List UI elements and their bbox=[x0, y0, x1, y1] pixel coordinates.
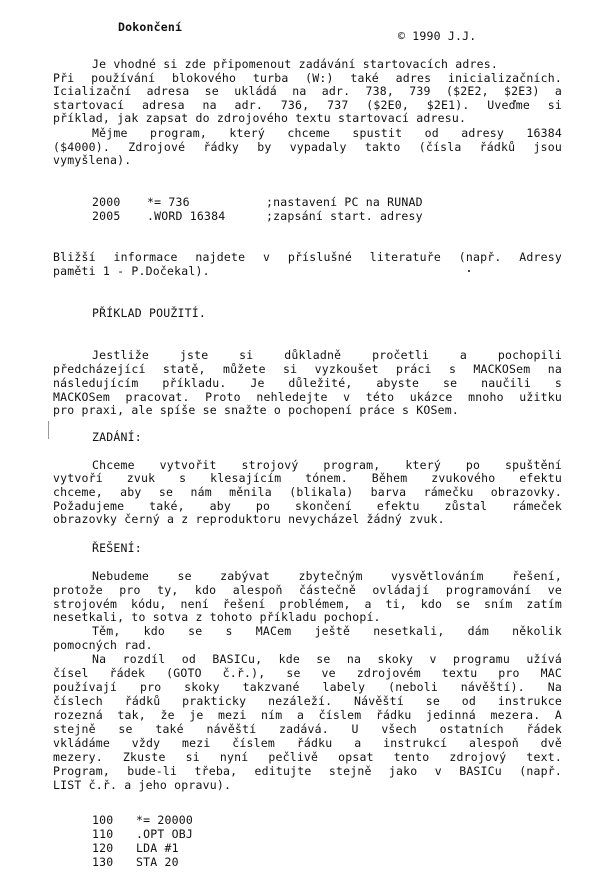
task-heading: ZADÁNÍ: bbox=[92, 430, 142, 444]
solution-line: vkládáme vždy mezi číslem řádku a instrukcí alespoň dvě bbox=[53, 736, 562, 750]
example-line: Jestliže jste si důkladně pročetli a pochopili bbox=[92, 348, 562, 362]
intro-line: Při používání blokového turba (W:) také adres inicializačních. bbox=[53, 71, 562, 85]
solution-line: strojovém kódu, není řešení problémem, a ti, kdo se sním zatím bbox=[53, 597, 562, 611]
solution-heading: ŘEŠENÍ: bbox=[92, 541, 142, 555]
task-line: Požadujeme také, aby po skončení efektu zůstal rámeček bbox=[53, 499, 562, 513]
solution-line: Program, bude-li třeba, editujte stejně jako v BASICu (např. bbox=[53, 764, 562, 778]
intro-line: ($4000). Zdrojové řádky by vypadaly takto (čísla řádků jsou bbox=[53, 140, 562, 154]
literature-line: Bližší informace najdete v příslušné literatuře (např. Adresy bbox=[53, 250, 562, 264]
solution-line: LIST č.ř. a jeho opravu). bbox=[53, 778, 232, 792]
example-line: pro praxi, ale spíše se snažte o pochopení práce s KOSem. bbox=[53, 403, 460, 417]
intro-line: Icializační adresa se ukládá na adr. 738, 739 ($2E2, $2E3) a bbox=[53, 84, 562, 98]
solution-line: rozezná tak, že je mezi ním a číslem řádku jedinná mezera. A bbox=[53, 708, 562, 722]
code-instruction: .WORD 16384 bbox=[147, 209, 226, 223]
intro-line: Je vhodné si zde připomenout zadávání startovacích adres. bbox=[92, 57, 499, 71]
margin-mark bbox=[48, 421, 49, 439]
literature-line: paměti 1 - P.Dočekal). bbox=[53, 264, 210, 278]
code-instruction: LDA #1 bbox=[136, 841, 179, 855]
intro-line: Mějme program, který chceme spustit od adresy 16384 bbox=[92, 126, 562, 140]
code-instruction: STA 20 bbox=[136, 855, 179, 869]
intro-line: vymyšlena). bbox=[53, 153, 132, 167]
solution-line: používají pro skoky takzvané labely (neboli návěští). Na bbox=[53, 680, 562, 694]
code-instruction: *= 736 bbox=[147, 195, 190, 209]
code-comment: ;zapsání start. adresy bbox=[266, 209, 423, 223]
example-heading: PŘÍKLAD POUŽITÍ. bbox=[92, 306, 206, 320]
example-line: MACKOSem pracovat. Proto nehledejte v této ukázce mnoho užitku bbox=[53, 390, 562, 404]
stray-dot bbox=[468, 270, 470, 272]
solution-line: číslech řádků prakticky nezáleží. Návěští se od instrukce bbox=[53, 694, 562, 708]
example-line: následujícím příkladu. Je důležité, abyste se naučili s bbox=[53, 376, 562, 390]
example-line: předcházející statě, můžete si vyzkoušet práci s MACKOSem na bbox=[53, 362, 562, 376]
intro-line: příklad, jak zapsat do zdrojového textu startovací adresu. bbox=[53, 111, 467, 125]
document-title: Dokončení bbox=[118, 20, 183, 34]
solution-line: nesetkali, to sotva z tohoto příkladu pochopí. bbox=[53, 610, 381, 624]
code-line-number: 100 bbox=[92, 813, 114, 827]
code-line-number: 130 bbox=[92, 855, 114, 869]
task-line: Chceme vytvořit strojový program, který po spuštění bbox=[92, 458, 562, 472]
code-line-number: 120 bbox=[92, 841, 114, 855]
solution-line: stejně se také návěští zadává. U všech ostatních řádek bbox=[53, 722, 562, 736]
code-line-number: 2005 bbox=[92, 209, 121, 223]
task-line: vytvoří zvuk s klesajícím tónem. Během zvukového efektu bbox=[53, 471, 562, 485]
solution-line: pomocných rad. bbox=[53, 638, 153, 652]
copyright-notice: © 1990 J.J. bbox=[398, 29, 477, 43]
solution-line: Na rozdíl od BASICu, kde se na skoky v programu užívá bbox=[92, 652, 562, 666]
code-instruction: *= 20000 bbox=[136, 813, 193, 827]
solution-line: mezery. Zkuste si nyní pečlivě opsat tento zdrojový text. bbox=[53, 750, 562, 764]
solution-line: čísel řádek (GOTO č.ř.), se ve zdrojovém textu pro MAC bbox=[53, 666, 562, 680]
code-line-number: 110 bbox=[92, 827, 114, 841]
task-line: chceme, aby se nám měnila (blikala) barva rámečku obrazovky. bbox=[53, 485, 562, 499]
code-instruction: .OPT OBJ bbox=[136, 827, 193, 841]
intro-line: startovací adresa na adr. 736, 737 ($2E0, $2E1). Uveďme si bbox=[53, 98, 562, 112]
solution-line: Nebudeme se zabývat zbytečným vysvětlováním řešení, bbox=[92, 569, 562, 583]
code-line-number: 2000 bbox=[92, 195, 121, 209]
code-comment: ;nastavení PC na RUNAD bbox=[266, 195, 423, 209]
solution-line: protože pro ty, kdo alespoň částečně ovládají programování ve bbox=[53, 583, 562, 597]
task-line: obrazovky černý a z reproduktoru nevycházel žádný zvuk. bbox=[53, 512, 445, 526]
solution-line: Těm, kdo se s MACem ještě nesetkali, dám několik bbox=[92, 624, 562, 638]
